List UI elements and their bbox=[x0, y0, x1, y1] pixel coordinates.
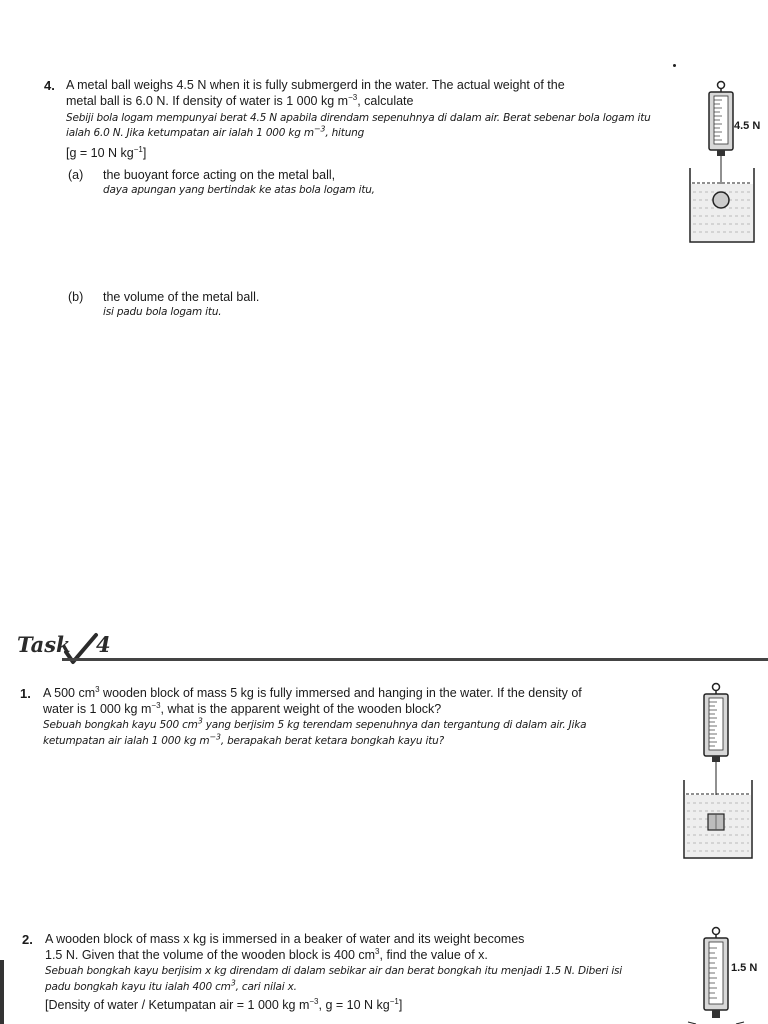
spring-balance-block-diagram bbox=[680, 682, 760, 860]
question-4-en-line1: A metal ball weighs 4.5 N when it is fully submergerd in the water. The actual weight of the bbox=[66, 78, 565, 92]
spring-balance-reading-2: 1.5 N bbox=[731, 962, 758, 974]
question-4-number: 4. bbox=[44, 78, 55, 93]
task-question-2-en-line2: 1.5 N. Given that the volume of the wooden block is 400 $cm^3$, find the value of x. bbox=[45, 946, 488, 962]
task-question-1-number: 1. bbox=[20, 686, 31, 701]
question-4-my-line2: ialah 6.0 N. Jika ketumpatan air ialah 1 000 kg $m^{-3}$, hitung bbox=[66, 124, 365, 139]
task-number: 4 bbox=[96, 632, 111, 657]
task-question-2-en-line1: A wooden block of mass x kg is immersed in a beaker of water and its weight becomes bbox=[45, 932, 525, 946]
question-4-en-line2: metal ball is 6.0 N. If density of water is 1 000 kg $m^{-3}$, calculate bbox=[66, 92, 414, 108]
task-question-1-my-line2: ketumpatan air ialah 1 000 kg $m^{-3}$, berapakah berat ketara bongkah kayu itu? bbox=[43, 732, 444, 747]
question-4b-my: isi padu bola logam itu. bbox=[103, 306, 222, 318]
page-edge-shadow bbox=[0, 960, 4, 1024]
spring-balance-reading: 4.5 N bbox=[734, 120, 761, 132]
task-question-2-my-line1: Sebuah bongkah kayu berjisim x kg direndam di dalam sebikar air dan berat bongkah itu menjadi 1.5 N. Diberi isi bbox=[45, 965, 623, 977]
task-question-1-en-line2: water is 1 000 kg $m^{-3}$, what is the apparent weight of the wooden block? bbox=[43, 700, 442, 716]
question-4-gravity: [g = 10 N $kg^{-1}$] bbox=[66, 144, 147, 160]
spring-balance-ball-diagram bbox=[684, 80, 768, 248]
task-question-1-en-line1: A 500 $cm^3$ wooden block of mass 5 kg is fully immersed and hanging in the water. If the density of bbox=[43, 684, 582, 700]
question-4a-label: (a) bbox=[68, 168, 84, 182]
task-question-1-my-line1: Sebuah bongkah kayu 500 $cm^3$ yang berjisim 5 kg terendam sepenuhnya dan tergantung di dalam air. Jika bbox=[43, 716, 587, 731]
question-4a-my: daya apungan yang bertindak ke atas bola logam itu, bbox=[103, 184, 375, 196]
task-question-2-number: 2. bbox=[22, 932, 33, 947]
spring-balance-diagram bbox=[686, 926, 746, 1024]
task-divider bbox=[62, 658, 768, 661]
question-4b-en: the volume of the metal ball. bbox=[103, 290, 260, 304]
question-4-my-line1: Sebiji bola logam mempunyai berat 4.5 N apabila direndam sepenuhnya di dalam air. Berat sebenar bola logam itu bbox=[66, 112, 651, 124]
question-4b-label: (b) bbox=[68, 290, 84, 304]
task-question-2-density: [Density of water / Ketumpatan air = 1 000 kg $m^{-3}$, g = 10 N $kg^{-1}$] bbox=[45, 996, 403, 1012]
task-question-2-my-line2: padu bongkah kayu itu ialah 400 $cm^3$, cari nilai x. bbox=[45, 978, 297, 993]
task-heading: Task bbox=[17, 632, 71, 657]
question-4a-en: the buoyant force acting on the metal ball, bbox=[103, 168, 336, 182]
ink-dot bbox=[673, 64, 676, 67]
